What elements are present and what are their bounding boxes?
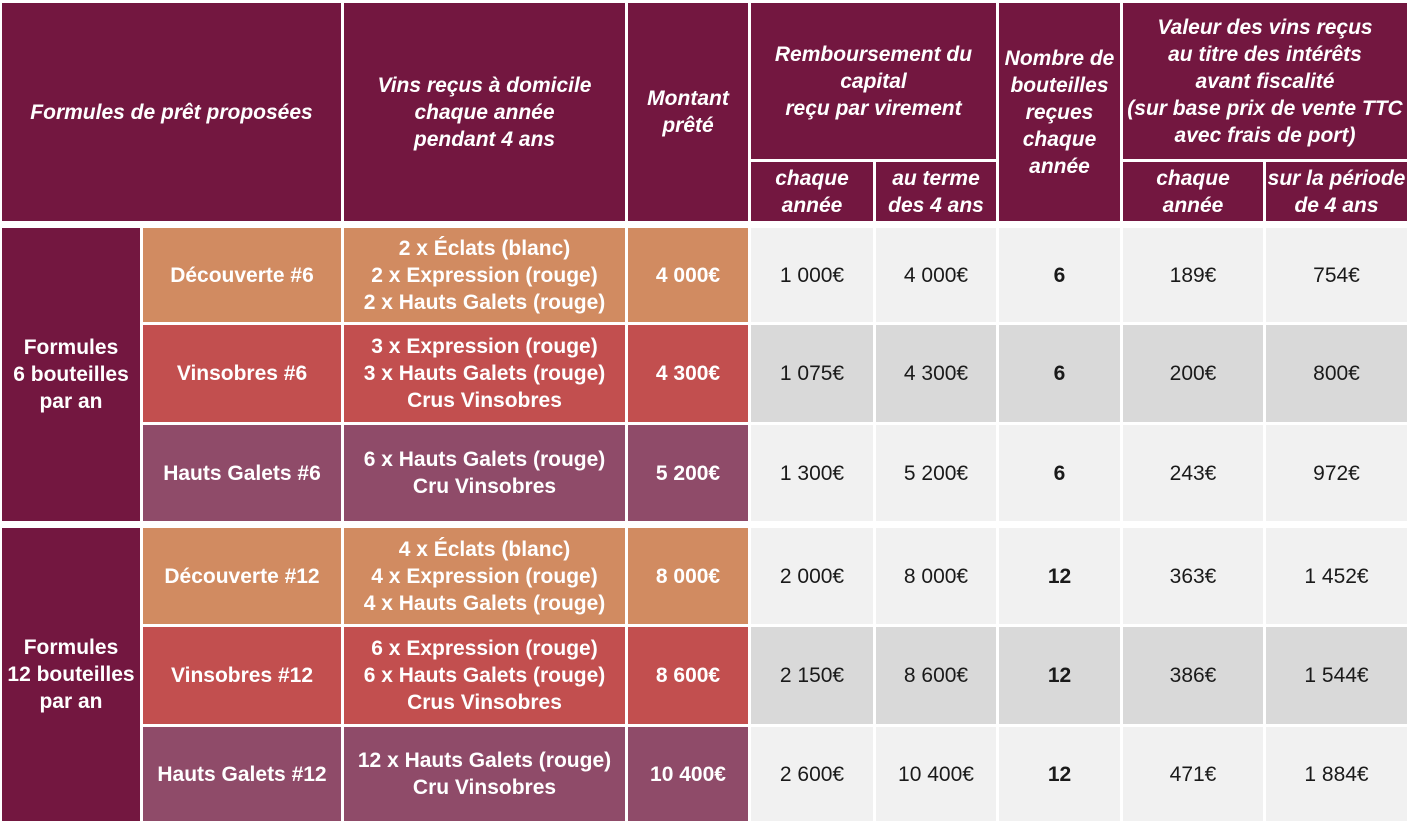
header-bouteilles-line: reçues [1025,100,1094,124]
header-valeur-line: avec frais de port) [1174,123,1356,147]
table-row [2,627,1407,724]
header-vins-line: chaque année [414,100,555,124]
wine-line: Cru Vinsobres [412,475,557,498]
formule-wines [344,325,625,422]
wine-line: 4 x Expression (rouge) [371,564,598,588]
montant-prete: 4 000€ [628,228,748,322]
header-sub-line: de 4 ans [1294,193,1379,217]
header-bouteilles-line: bouteilles [1010,73,1109,97]
remb-chaque-annee: 1 075€ [751,325,873,422]
nombre-bouteilles: 6 [999,325,1120,422]
valeur-chaque-annee: 386€ [1123,627,1263,724]
formule-name: Hauts Galets #6 [143,425,341,521]
nombre-bouteilles: 12 [999,627,1120,724]
header-remboursement-line: capital [840,69,907,93]
header-remboursement-line: Remboursement du [774,42,973,66]
valeur-periode: 800€ [1266,325,1407,422]
valeur-chaque-annee: 363€ [1123,528,1263,624]
remb-terme: 10 400€ [876,727,996,821]
header-remboursement-line: reçu par virement [785,96,962,120]
header-sub-line: chaque [1156,166,1230,190]
wine-line: 3 x Expression (rouge) [371,335,598,358]
formule-name: Découverte #6 [143,228,341,322]
wine-line: 2 x Hauts Galets (rouge) [363,290,606,314]
group-label-line: 6 bouteilles [13,363,129,386]
formule-name: Hauts Galets #12 [143,727,341,821]
valeur-chaque-annee: 189€ [1123,228,1263,322]
montant-prete: 5 200€ [628,425,748,521]
wine-line: 12 x Hauts Galets (rouge) [357,749,612,772]
wine-line: 3 x Hauts Galets (rouge) [363,362,606,385]
formule-wines [344,627,625,724]
header-bouteilles-line: Nombre de [1004,46,1115,70]
nombre-bouteilles: 12 [999,528,1120,624]
formule-wines [344,528,625,624]
header-vins-line: pendant 4 ans [413,127,556,151]
formule-name: Vinsobres #6 [143,325,341,422]
remb-chaque-annee: 1 000€ [751,228,873,322]
wine-line: 2 x Éclats (blanc) [398,236,571,260]
remb-terme: 8 600€ [876,627,996,724]
remb-chaque-annee: 1 300€ [751,425,873,521]
header-valeur [1123,3,1407,159]
valeur-chaque-annee: 243€ [1123,425,1263,521]
remb-chaque-annee: 2 150€ [751,627,873,724]
header-formules-text: Formules de prêt proposées [30,100,313,124]
valeur-chaque-annee: 471€ [1123,727,1263,821]
header-vins-line: Vins reçus à domicile [377,73,592,97]
group-label-12 [2,528,140,821]
remb-chaque-annee: 2 600€ [751,727,873,821]
montant-prete: 8 000€ [628,528,748,624]
header-valeur-line: au titre des intérêts [1168,42,1362,66]
nombre-bouteilles: 12 [999,727,1120,821]
header-vins [344,3,625,221]
group-label-6 [2,228,140,521]
nombre-bouteilles: 6 [999,425,1120,521]
header-valeur-line: Valeur des vins reçus [1157,15,1373,39]
remb-terme: 5 200€ [876,425,996,521]
header-montant-line: prêté [662,114,714,137]
formule-wines [344,727,625,821]
remb-chaque-annee: 2 000€ [751,528,873,624]
valeur-periode: 1 452€ [1266,528,1407,624]
header-montant-line: Montant [647,87,729,110]
formule-name: Découverte #12 [143,528,341,624]
formule-wines [344,228,625,322]
wine-line: 6 x Expression (rouge) [371,637,598,660]
header-remb-chaque-annee [751,162,873,221]
header-bouteilles [999,3,1120,221]
formule-name: Vinsobres #12 [143,627,341,724]
group-label-line: Formules [23,636,119,659]
wine-line: 2 x Expression (rouge) [371,263,598,287]
header-sub-line: année [1162,193,1224,217]
remb-terme: 4 000€ [876,228,996,322]
header-sub-line: au terme [892,166,980,190]
table-row [2,727,1407,821]
wine-line: Crus Vinsobres [407,691,562,714]
formule-wines [344,425,625,521]
group-label-line: 12 bouteilles [7,663,135,686]
nombre-bouteilles: 6 [999,228,1120,322]
montant-prete: 4 300€ [628,325,748,422]
montant-prete: 10 400€ [628,727,748,821]
header-remboursement [751,3,996,159]
group-label-line: par an [39,690,103,713]
header-bouteilles-line: année [1029,154,1090,178]
valeur-periode: 754€ [1266,228,1407,322]
header-remb-terme [876,162,996,221]
header-formules [2,3,341,221]
header-val-chaque-annee [1123,162,1263,221]
remb-terme: 8 000€ [876,528,996,624]
wine-line: Cru Vinsobres [412,776,557,799]
header-valeur-line: (sur base prix de vente TTC [1127,96,1403,120]
montant-prete: 8 600€ [628,627,748,724]
header-montant [628,3,748,221]
header-sub-line: chaque [775,166,849,190]
group-label-line: par an [39,390,103,413]
valeur-periode: 1 544€ [1266,627,1407,724]
valeur-chaque-annee: 200€ [1123,325,1263,422]
wine-line: 4 x Éclats (blanc) [398,537,571,561]
wine-line: 6 x Hauts Galets (rouge) [363,664,606,687]
wine-line: 6 x Hauts Galets (rouge) [363,448,606,471]
header-sub-line: des 4 ans [888,193,984,217]
header-valeur-line: avant fiscalité [1195,69,1335,93]
header-bouteilles-line: chaque [1022,127,1097,151]
header-sub-line: année [781,193,843,217]
valeur-periode: 972€ [1266,425,1407,521]
table-row [2,325,1407,422]
group-label-line: Formules [23,336,119,359]
remb-terme: 4 300€ [876,325,996,422]
wine-line: 4 x Hauts Galets (rouge) [363,591,606,615]
wine-line: Crus Vinsobres [407,389,562,412]
header-val-periode [1266,162,1407,221]
header-sub-line: sur la période [1267,166,1406,190]
valeur-periode: 1 884€ [1266,727,1407,821]
table-row [2,528,1407,624]
table-row [2,425,1407,521]
table-row [2,228,1407,322]
